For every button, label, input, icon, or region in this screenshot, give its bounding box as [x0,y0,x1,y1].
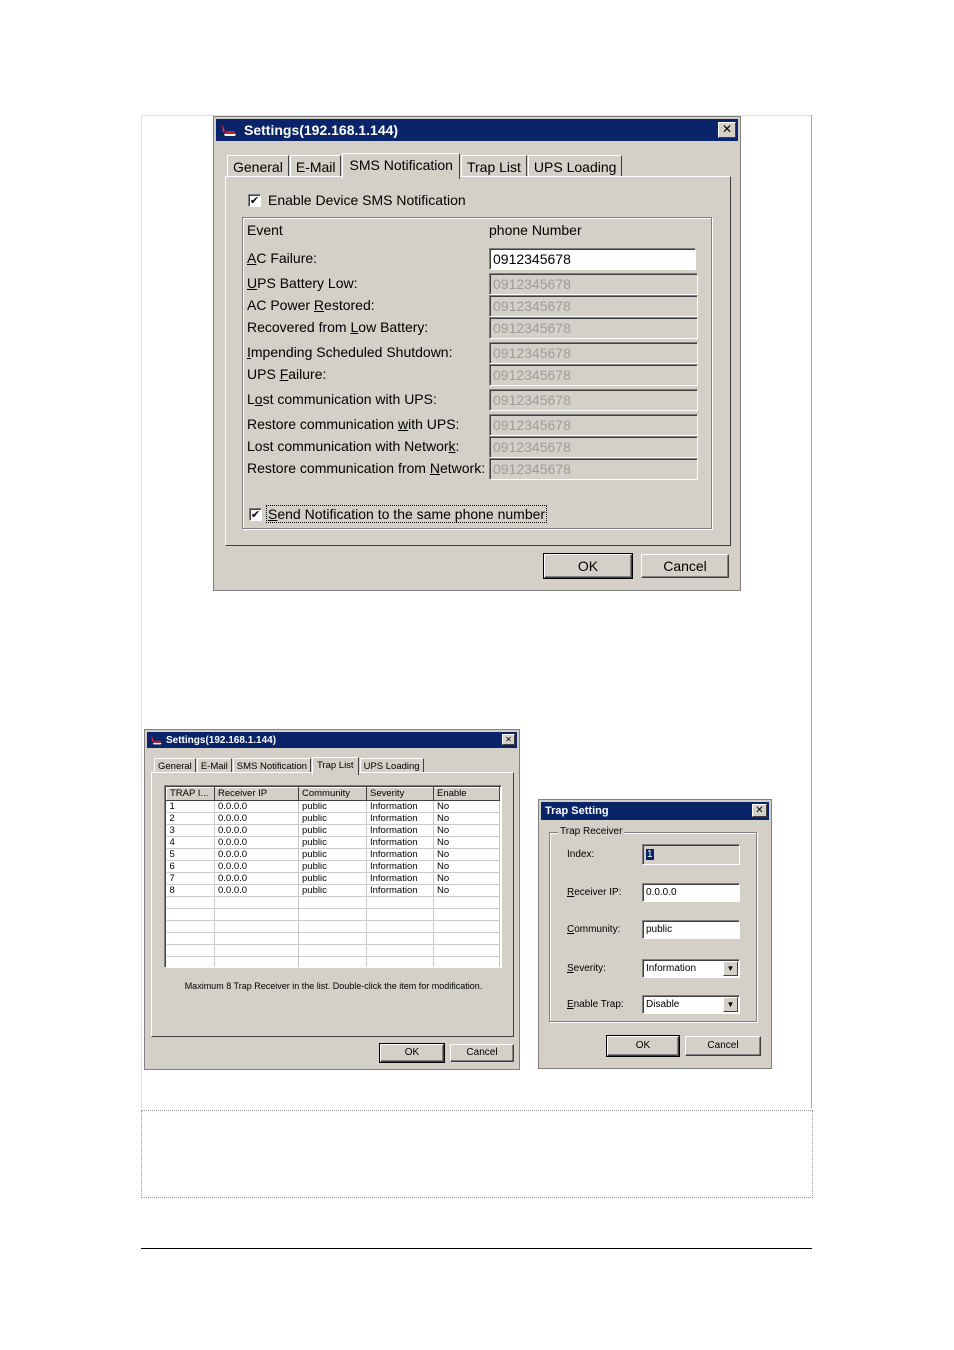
enable-trap-label: Enable Trap: [567,999,624,1010]
table-cell [299,957,367,969]
tab-sms-notification[interactable]: SMS Notification [342,153,459,179]
trap-receiver-table[interactable] [164,785,502,968]
table-cell [434,945,500,957]
sms-tabstrip [227,153,623,177]
table-cell [167,957,215,969]
table-cell [299,921,367,933]
trap-list-title: Settings(192.168.1.144) [166,734,277,746]
event-label: UPS Battery Low: [247,275,358,291]
table-cell [367,957,434,969]
event-phone-group [242,217,712,529]
table-cell [367,909,434,921]
table-cell: public [299,873,367,885]
table-cell: 0.0.0.0 [215,861,299,873]
table-cell: 8 [167,885,215,897]
event-label: Restore communication with UPS: [247,416,460,432]
table-cell [299,897,367,909]
event-label: AC Power Restored: [247,297,375,313]
event-label: UPS Failure: [247,366,327,382]
table-cell: No [434,801,500,813]
table-cell: Information [367,825,434,837]
same-number-checkbox[interactable]: ✔ [250,508,261,521]
phone-number-input: 0912345678 [489,436,698,458]
enable-sms-label: Enable Device SMS Notification [268,192,466,208]
table-cell [299,945,367,957]
severity-select[interactable]: Information ▼ [642,959,740,978]
trap-list-ok-button[interactable]: OK [380,1044,444,1062]
table-cell: 3 [167,825,215,837]
table-cell: public [299,825,367,837]
trap-list-hint: Maximum 8 Trap Receiver in the list. Double-click the item for modification. [184,981,483,991]
trap-list-close-button[interactable]: ✕ [502,734,515,745]
table-cell: 0.0.0.0 [215,849,299,861]
table-cell: No [434,873,500,885]
table-cell [215,909,299,921]
trap-list-cancel-button[interactable]: Cancel [450,1044,514,1062]
trap-setting-cancel-button[interactable]: Cancel [685,1036,761,1056]
tab-general[interactable]: General [154,758,196,773]
sms-close-button[interactable]: ✕ [718,122,736,138]
tab-email[interactable]: E-Mail [197,758,232,773]
phone-column-header: phone Number [489,222,582,238]
table-row[interactable] [167,849,500,861]
event-label: Lost communication with UPS: [247,391,437,407]
table-cell [299,933,367,945]
sms-ok-button[interactable]: OK [544,554,632,578]
table-cell: public [299,849,367,861]
trap-receiver-group-label: Trap Receiver [560,826,623,837]
table-cell: 2 [167,813,215,825]
tab-email[interactable]: E-Mail [290,155,342,177]
table-cell: 0.0.0.0 [215,801,299,813]
trap-setting-title: Trap Setting [545,805,609,817]
table-cell: public [299,861,367,873]
table-cell: Information [367,801,434,813]
phone-number-input: 0912345678 [489,414,698,436]
table-column-header[interactable]: Enable [434,788,500,801]
table-row[interactable] [167,861,500,873]
trap-setting-titlebar[interactable] [541,802,769,820]
trap-setting-close-button[interactable]: ✕ [752,804,767,817]
table-row-empty [167,945,500,957]
table-cell: public [299,801,367,813]
trap-list-titlebar[interactable] [147,732,517,748]
table-cell: Information [367,837,434,849]
phone-number-input: 0912345678 [489,273,698,295]
table-cell: 1 [167,801,215,813]
index-field: 1 [642,844,740,865]
table-cell: No [434,825,500,837]
table-cell: 7 [167,873,215,885]
event-label: Impending Scheduled Shutdown: [247,344,453,360]
index-label: Index: [567,849,595,860]
table-cell [367,897,434,909]
tab-trap-list[interactable]: Trap List [312,757,359,775]
severity-label: Severity: [567,963,606,974]
table-cell [215,921,299,933]
app-icon [150,734,163,746]
enable-trap-select[interactable]: Disable ▼ [642,995,740,1014]
table-cell [215,957,299,969]
table-row[interactable] [167,801,500,813]
table-cell [215,933,299,945]
phone-number-input: 0912345678 [489,389,698,411]
event-label: AC Failure: [247,250,318,266]
trap-list-tabstrip [154,756,425,773]
table-cell: public [299,885,367,897]
table-row-empty [167,897,500,909]
phone-number-input: 0912345678 [489,342,698,364]
receiver-ip-label: Receiver IP: [567,887,622,898]
table-cell [434,897,500,909]
table-column-header[interactable]: Severity [367,788,434,801]
table-cell [434,909,500,921]
table-cell [434,957,500,969]
table-cell [167,909,215,921]
trap-list-panel [151,772,514,1037]
sms-settings-window [213,116,741,591]
table-cell: 0.0.0.0 [215,825,299,837]
table-row-empty [167,909,500,921]
trap-receiver-group [549,826,757,1022]
table-cell [215,945,299,957]
table-column-header[interactable]: Receiver IP [215,788,299,801]
table-cell: Information [367,885,434,897]
sms-tab-panel [225,176,731,546]
phone-number-input: 0912345678 [489,364,698,386]
note-box [141,1110,813,1198]
table-column-header[interactable]: Community [299,788,367,801]
table-cell [167,921,215,933]
table-column-header[interactable]: TRAP I... [167,788,215,801]
chevron-down-icon[interactable]: ▼ [723,961,738,976]
table-row[interactable] [167,825,500,837]
table-cell: Information [367,849,434,861]
table-row[interactable] [167,813,500,825]
receiver-ip-input[interactable]: 0.0.0.0 [642,883,740,902]
table-cell [299,909,367,921]
table-cell: No [434,813,500,825]
sms-cancel-button[interactable]: Cancel [641,554,729,578]
table-cell: 0.0.0.0 [215,837,299,849]
table-cell: Information [367,813,434,825]
page-border-left [141,115,142,1108]
page-border-right [811,115,812,1108]
phone-number-input: 0912345678 [489,295,698,317]
table-cell: public [299,837,367,849]
footer-rule [141,1248,812,1249]
event-column-header: Event [247,222,283,238]
phone-number-input: 0912345678 [489,458,698,480]
sms-window-titlebar[interactable] [216,119,738,141]
table-cell: No [434,849,500,861]
table-cell: 0.0.0.0 [215,873,299,885]
chevron-down-icon[interactable]: ▼ [723,997,738,1012]
table-cell: Information [367,861,434,873]
table-cell: 0.0.0.0 [215,813,299,825]
tab-ups-loading[interactable]: UPS Loading [360,758,424,773]
table-cell [367,921,434,933]
sms-window-title: Settings(192.168.1.144) [244,122,399,138]
table-cell [167,897,215,909]
tab-sms-notification[interactable]: SMS Notification [233,758,311,773]
table-cell: Information [367,873,434,885]
table-cell: 5 [167,849,215,861]
enable-sms-checkbox[interactable]: ✔ [249,194,260,207]
table-cell: public [299,813,367,825]
table-cell [215,897,299,909]
event-label: Recovered from Low Battery: [247,319,429,335]
community-input[interactable]: public [642,920,740,939]
table-row-empty [167,957,500,969]
tab-ups-loading[interactable]: UPS Loading [528,155,623,177]
table-row-empty [167,933,500,945]
tab-general[interactable]: General [227,155,289,177]
app-icon [220,122,238,138]
community-label: Community: [567,924,621,935]
phone-number-input: 0912345678 [489,317,698,339]
table-cell [434,921,500,933]
table-row[interactable] [167,873,500,885]
table-row[interactable] [167,837,500,849]
table-cell: No [434,861,500,873]
table-cell [434,933,500,945]
same-number-label[interactable]: Send Notification to the same phone number [268,506,546,522]
phone-number-input[interactable]: 0912345678 [489,248,696,270]
table-row[interactable] [167,885,500,897]
tab-trap-list[interactable]: Trap List [461,155,527,177]
event-label: Restore communication from Network: [247,460,486,476]
event-label: Lost communication with Network: [247,438,460,454]
table-cell [167,945,215,957]
table-cell [367,933,434,945]
trap-setting-window [538,799,772,1069]
table-cell: 4 [167,837,215,849]
trap-list-window [144,729,520,1070]
table-cell: No [434,837,500,849]
table-cell [367,945,434,957]
trap-setting-ok-button[interactable]: OK [607,1036,679,1056]
table-cell [167,933,215,945]
table-row-empty [167,921,500,933]
table-cell: No [434,885,500,897]
table-cell: 6 [167,861,215,873]
table-cell: 0.0.0.0 [215,885,299,897]
